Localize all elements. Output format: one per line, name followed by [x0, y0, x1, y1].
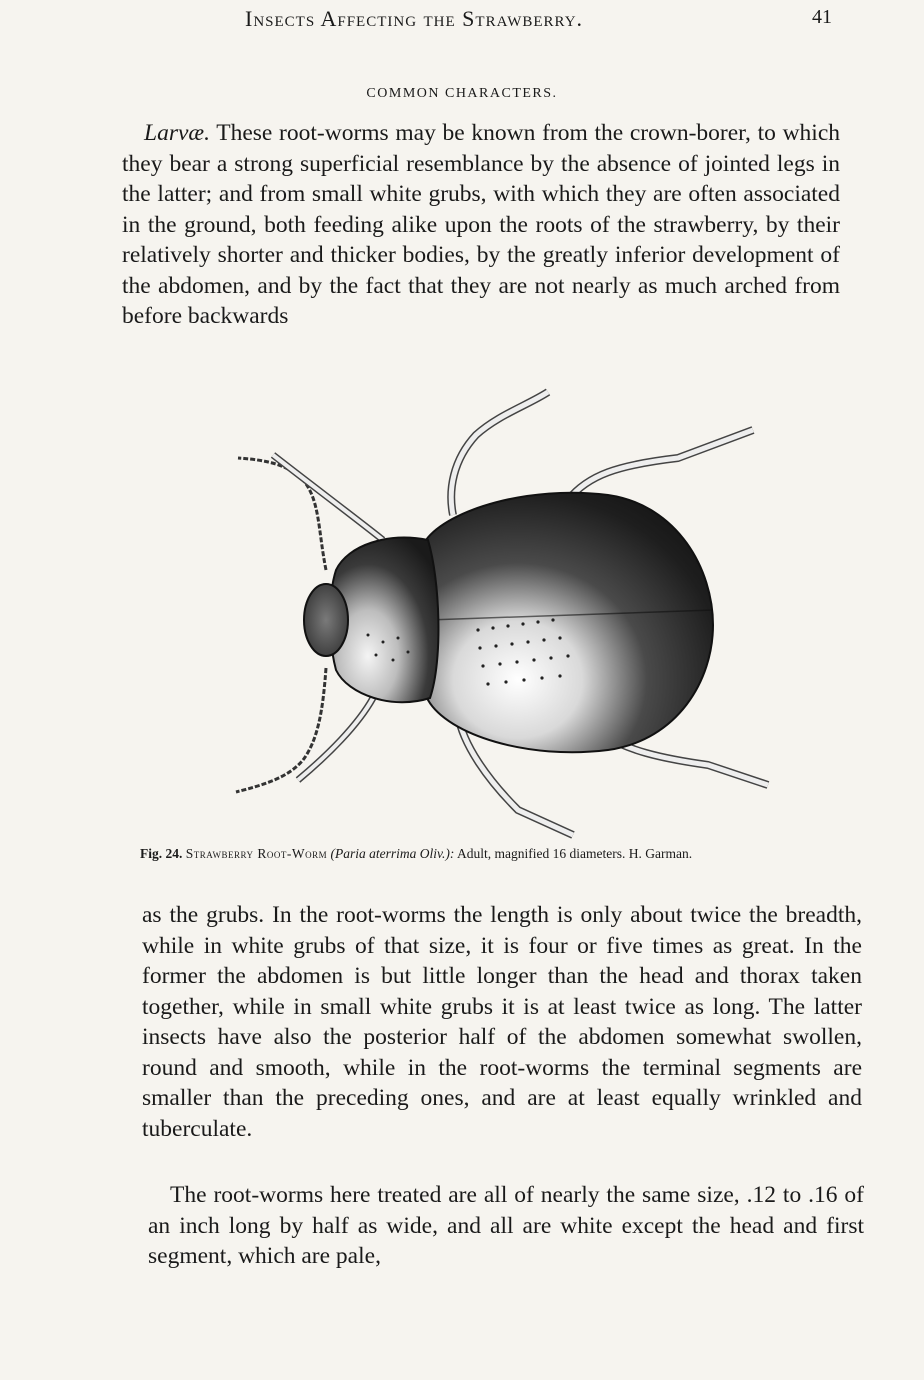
figure-scientific-name: (Paria aterrima Oliv.):	[330, 846, 455, 861]
paragraph-comparison: as the grubs. In the root-worms the length is only about twice the breadth, while in white grubs of that size, it is four or five times as great. In the former the abdomen is but little longer than the head and thorax taken together, while in small white grubs it is at least twice as long. The latter insects have also the posterior half of the abdomen somewhat swollen, round and smooth, while in the root-worms the terminal segments are smaller than the preceding ones, and are at least equally wrinkled and tuberculate.	[142, 902, 862, 1142]
figure-caption	[140, 846, 860, 862]
figure-description: Adult, magnified 16 diameters. H. Garman.	[457, 846, 693, 861]
figure-title: Strawberry Root-Worm	[185, 846, 328, 861]
figure-label: Fig. 24.	[140, 846, 183, 861]
paragraph-size: The root-worms here treated are all of nearly the same size, .12 to .16 of an inch long by half as wide, and all are white except the head and first segment, which are pale,	[148, 1182, 864, 1269]
section-heading: COMMON CHARACTERS.	[366, 86, 558, 101]
beetle-illustration	[208, 380, 788, 850]
page-number: 41	[812, 6, 832, 28]
paragraph-text: These root-worms may be known from the crown-borer, to which they bear a strong superficial resemblance by the absence of jointed legs in the latter; and from small white grubs, with which they are often associated in the ground, both feeding alike upon the roots of the strawberry, by their relatively shorter and thicker bodies, by the greatly inferior development of the abdomen, and by the fact that they are not nearly as much arched from before backwards	[122, 120, 841, 329]
paragraph-larvae	[122, 118, 840, 332]
running-head: Insects Affecting the Strawberry.	[245, 6, 584, 31]
paragraph-lead: Larvæ.	[144, 120, 210, 146]
